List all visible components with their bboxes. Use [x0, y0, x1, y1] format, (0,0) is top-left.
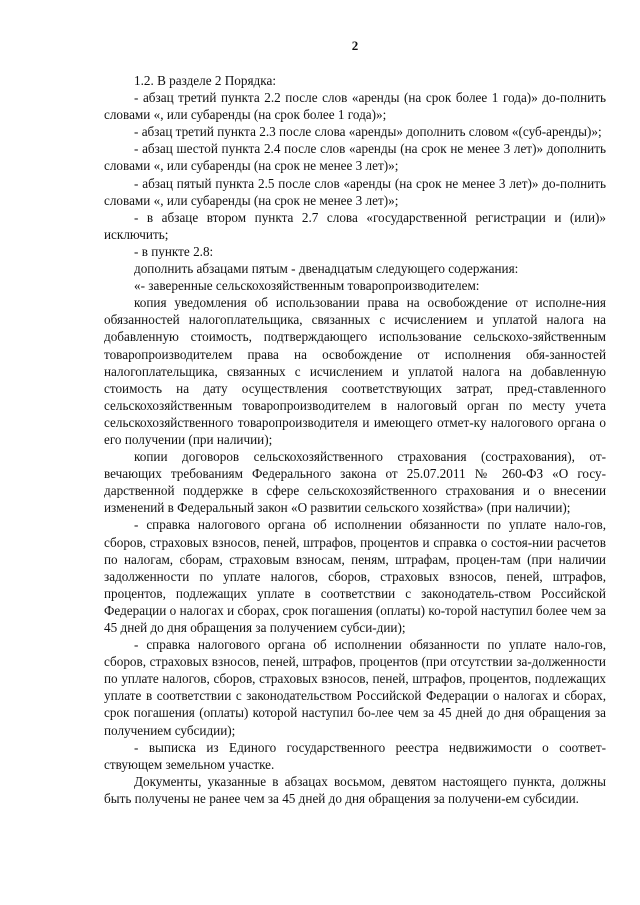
paragraph-item-2-5: - абзац пятый пункта 2.5 после слов «аренды (на срок не менее 3 лет)» до-полнить словами «, или субаренды (на срок не менее 3 лет)»; [104, 175, 606, 208]
paragraph-supplement: дополнить абзацами пятым - двенадцатым следующего содержания: [134, 261, 519, 277]
paragraph-item-2-7: - в абзаце втором пункта 2.7 слова «государственной регистрации и (или)» исключить; [104, 209, 606, 242]
paragraph-land-registry: - выписка из Единого государственного реестра недвижимости о соответ-ствующем земельном участке. [104, 739, 606, 772]
paragraph-insurance-contracts: копии договоров сельскохозяйственного страхования (сострахования), от-вечающих требованиям Федерального закона от 25.07.2011 № 260-ФЗ «О госу-дарственной поддержке в сфере сельскохозяйственного страхования и о внесении изменений в Федеральный закон «О развитии сельского хозяйства» (при наличии); [104, 449, 606, 516]
document-body [104, 72, 606, 807]
paragraph-tax-certificate: - справка налогового органа об исполнении обязанности по уплате нало-гов, сборов, страховых взносов, пеней, штрафов, процентов (при отсутствии за-долженности по уплате налогов, сборов, страховых взносов, пеней, штрафов, процентов, подлежащих уплате в соответствии с законодательством Российской Федерации о налогах и сборах, срок погашения (оплаты) которой наступил бо-лее чем за 45 дней до дня обращения за получением субсидии); [104, 637, 606, 738]
paragraph-item-2-2: - абзац третий пункта 2.2 после слов «аренды (на срок более 1 года)» до-полнить словами «, или субаренды (на срок более 1 года)»; [104, 90, 606, 123]
paragraph-tax-certificate-debt: - справка налогового органа об исполнении обязанности по уплате нало-гов, сборов, страховых взносов, пеней, штрафов, процентов и справка о состоя-нии расчетов по налогам, сборам, страховым взносам, пеням, штрафам, процен-там (при наличии задолженности по уплате налогов, сборов, страховых взносов, пеней, штрафов, процентов, подлежащих уплате в соответствии с законодатель-ством Российской Федерации о налогах и сборах, срок погашения (оплаты) ко-торой наступил более чем за 45 дней до дня обращения за получением субси-дии); [104, 517, 606, 635]
paragraph-item-2-8: - в пункте 2.8: [134, 243, 214, 259]
paragraph-section-heading: 1.2. В разделе 2 Порядка: [134, 73, 276, 88]
paragraph-certified: «- заверенные сельскохозяйственным товаропроизводителем: [134, 278, 480, 294]
paragraph-vat-notice: копия уведомления об использовании права на освобождение от исполне-ния обязанностей налогоплательщика, связанных с исчислением и уплатой налога на добавленную стоимость, подтверждающего использование сельскохо-зяйственным товаропроизводителем права на освобождение от исполнения обя-занностей налогоплательщика, связанных с исчислением и уплатой налога на добавленную стоимость на дату осуществления соответствующих затрат, пред-ставленного сельскохозяйственным товаропроизводителем в налоговый орган по месту учета сельскохозяйственного товаропроизводителя и имеющего отмет-ку налогового органа о его получении (при наличии); [104, 295, 606, 447]
page-number: 2 [351, 38, 359, 53]
paragraph-item-2-4: - абзац шестой пункта 2.4 после слов «аренды (на срок не менее 3 лет)» дополнить словами «, или субаренды (на срок не менее 3 лет)»; [104, 141, 606, 174]
paragraph-item-2-3: - абзац третий пункта 2.3 после слова «аренды» дополнить словом «(суб-аренды)»; [134, 124, 602, 140]
paragraph-documents-deadline: Документы, указанные в абзацах восьмом, девятом настоящего пункта, должны быть получены не ранее чем за 45 дней до дня обращения за получени-ем субсидии. [104, 773, 606, 806]
